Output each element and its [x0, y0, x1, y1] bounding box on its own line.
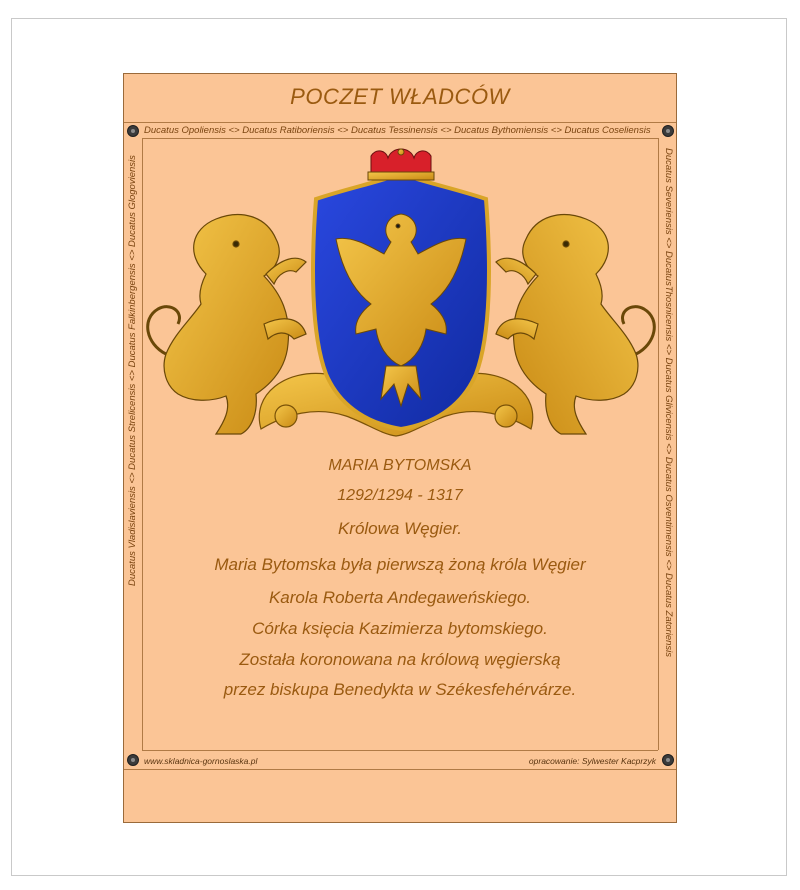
rosette-icon [127, 754, 139, 766]
credit-text: opracowanie: Sylwester Kacprzyk [528, 756, 656, 766]
rosette-icon [662, 754, 674, 766]
bottom-band-line [124, 769, 676, 770]
ruler-dates: 1292/1294 - 1317 [337, 487, 463, 504]
page-title: POCZET WŁADCÓW [290, 84, 510, 109]
website-text: www.skladnica-gornoslaska.pl [144, 756, 258, 766]
rosette-icon [127, 125, 139, 137]
bio-line: przez biskupa Benedykta w Székesfehérvárze. [223, 680, 577, 699]
ruler-name: MARIA BYTOMSKA [328, 457, 472, 474]
crown-icon [368, 149, 434, 180]
bio-line: Została koronowana na królową węgierską [239, 650, 561, 669]
bio-line: Maria Bytomska była pierwszą żoną króla Węgier [214, 555, 586, 574]
inner-bottom-line [142, 750, 658, 751]
left-duchies-text: Ducatus Vladislaviensis <> Ducatus Strelicensis <> Ducatus Falkinbergensis <> Ducatus Glogoviensis [127, 155, 138, 586]
bio-line: Córka księcia Kazimierza bytomskiego. [252, 619, 548, 638]
inner-top-line [142, 138, 658, 139]
rosette-icon [662, 125, 674, 137]
top-band-line [124, 122, 676, 123]
coat-of-arms [146, 144, 656, 444]
top-duchies-text: Ducatus Opoliensis <> Ducatus Ratiboriensis <> Ducatus Tessinensis <> Ducatus Bythomiensis <> Ducatus Coseliensis [144, 125, 651, 136]
bio-line: Karola Roberta Andegaweńskiego. [268, 588, 532, 607]
right-duchies-text: Ducatus Severiensis <> DucatusThosnicensis <> Ducatus Glivicensis <> Ducatus Osventimensis <> Ducatus Zatoriensis [663, 148, 674, 658]
document-card [123, 73, 677, 823]
bio-line: Królowa Węgier. [337, 519, 463, 538]
